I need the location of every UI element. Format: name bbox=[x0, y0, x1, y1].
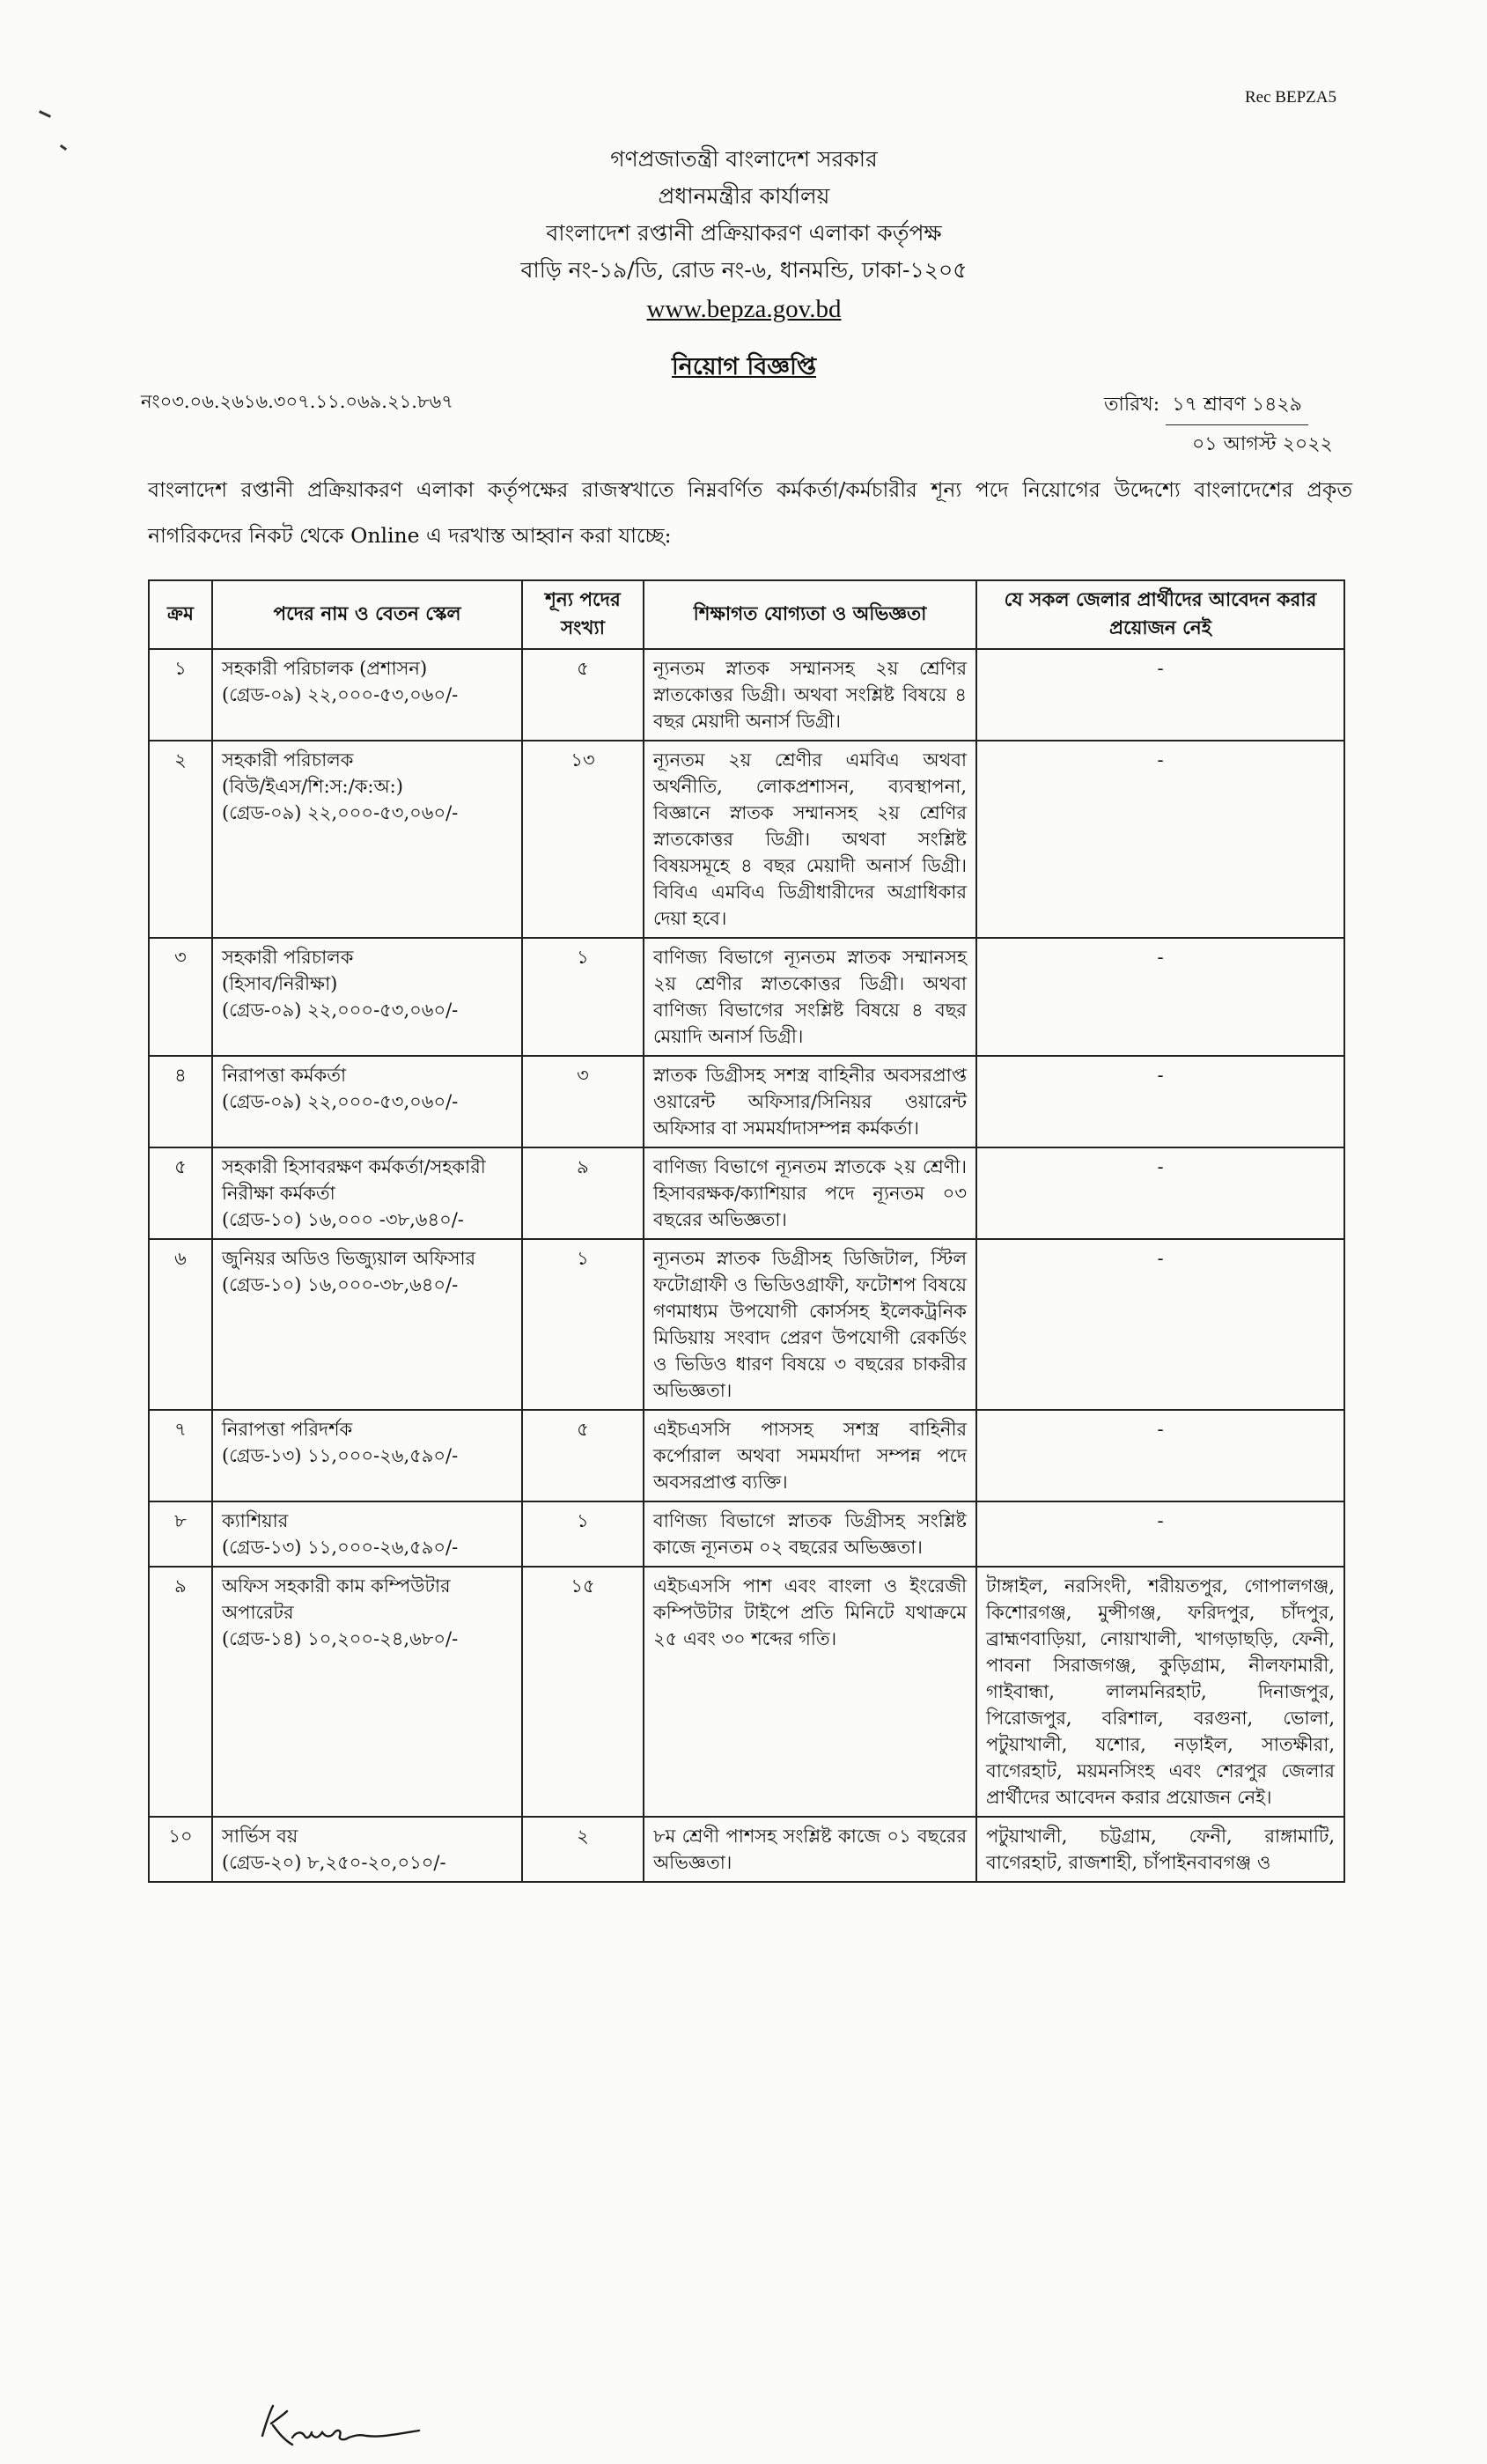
row-vacancy: ১৩ bbox=[522, 741, 644, 938]
date-label: তারিখ: bbox=[1104, 394, 1160, 416]
table-body bbox=[149, 649, 1344, 1882]
row-post bbox=[212, 649, 522, 741]
post-name: (হিসাব/নিরীক্ষা) bbox=[222, 973, 338, 994]
table-row bbox=[149, 1239, 1344, 1410]
row-vacancy: ৫ bbox=[522, 1410, 644, 1501]
row-post bbox=[212, 1817, 522, 1882]
row-districts: - bbox=[976, 1410, 1344, 1501]
post-grade-scale: (গ্রেড-০৯) ২২,০০০-৫৩,০৬০/- bbox=[222, 1091, 459, 1112]
government-name: গণপ্রজাতন্ত্রী বাংলাদেশ সরকার bbox=[610, 146, 878, 172]
row-qualification: ন্যূনতম ২য় শ্রেণীর এমবিএ অথবা অর্থনীতি, লোকপ্রশাসন, ব্যবস্থাপনা, বিজ্ঞানে স্নাতক সম্মানসহ ২য় শ্রেণির স্নাতকোত্তর ডিগ্রী। অথবা সংশ্লিষ্ট বিষয়সমূহে ৪ বছর মেয়াদী অনার্স ডিগ্রী। বিবিএ এমবিএ ডিগ্রীধারীদের অগ্রাধিকার দেয়া হবে। bbox=[644, 741, 976, 938]
notice-title: নিয়োগ বিজ্ঞপ্তি bbox=[671, 353, 817, 380]
row-post bbox=[212, 741, 522, 938]
reference-code: Rec BEPZA5 bbox=[1245, 88, 1336, 107]
row-post bbox=[212, 1410, 522, 1501]
row-qualification: বাণিজ্য বিভাগে স্নাতক ডিগ্রীসহ সংশ্লিষ্ট কাজে ন্যূনতম ০২ বছরের অভিজ্ঞতা। bbox=[644, 1501, 976, 1567]
row-vacancy: ২ bbox=[522, 1817, 644, 1882]
post-grade-scale: (গ্রেড-১৩) ১১,০০০-২৬,৫৯০/- bbox=[222, 1445, 459, 1466]
row-districts: - bbox=[976, 741, 1344, 938]
office-name: প্রধানমন্ত্রীর কার্যালয় bbox=[658, 183, 830, 209]
row-post bbox=[212, 938, 522, 1056]
address: বাড়ি নং-১৯/ডি, রোড নং-৬, ধানমন্ডি, ঢাকা-১২০৫ bbox=[520, 257, 968, 283]
scan-mark bbox=[60, 144, 67, 151]
table-row bbox=[149, 1056, 1344, 1147]
date-bangla: ১৭ শ্রাবণ ১৪২৯ bbox=[1166, 386, 1308, 425]
post-name: সহকারী পরিচালক (প্রশাসন) bbox=[222, 658, 428, 679]
row-post bbox=[212, 1567, 522, 1817]
intro-paragraph: বাংলাদেশ রপ্তানী প্রক্রিয়াকরণ এলাকা কর্তৃপক্ষের রাজস্বখাতে নিম্নবর্ণিত কর্মকর্তা/কর্মচারীর শূন্য পদে নিয়োগের উদ্দেশ্যে বাংলাদেশের প্রকৃত নাগরিকদের নিকট থেকে Online এ দরখাস্ত আহ্বান করা যাচ্ছে: bbox=[148, 477, 1352, 548]
row-districts: - bbox=[976, 1056, 1344, 1147]
row-serial: ৯ bbox=[149, 1567, 212, 1817]
row-post bbox=[212, 1147, 522, 1239]
table-row bbox=[149, 1147, 1344, 1239]
row-serial: ২ bbox=[149, 741, 212, 938]
website-link[interactable]: www.bepza.gov.bd bbox=[646, 295, 842, 323]
header-post: পদের নাম ও বেতন স্কেল bbox=[212, 580, 522, 649]
row-districts: - bbox=[976, 1501, 1344, 1567]
row-post bbox=[212, 1056, 522, 1147]
post-grade-scale: (গ্রেড-০৯) ২২,০০০-৫৩,০৬০/- bbox=[222, 1000, 459, 1021]
row-vacancy: ৫ bbox=[522, 649, 644, 741]
post-name: অফিস সহকারী কাম কম্পিউটার অপারেটর bbox=[222, 1575, 451, 1623]
row-serial: ৪ bbox=[149, 1056, 212, 1147]
row-vacancy: ১ bbox=[522, 1501, 644, 1567]
row-serial: ৬ bbox=[149, 1239, 212, 1410]
row-districts: পটুয়াখালী, চট্টগ্রাম, ফেনী, রাঙ্গামাটি, বাগেরহাট, রাজশাহী, চাঁপাইনবাবগঞ্জ ও bbox=[976, 1817, 1344, 1882]
row-vacancy: ৩ bbox=[522, 1056, 644, 1147]
post-name: সহকারী পরিচালক bbox=[222, 749, 354, 771]
row-serial: ৭ bbox=[149, 1410, 212, 1501]
table-row bbox=[149, 1567, 1344, 1817]
row-qualification: স্নাতক ডিগ্রীসহ সশস্ত্র বাহিনীর অবসরপ্রাপ্ত ওয়ারেন্ট অফিসার/সিনিয়র ওয়ারেন্ট অফিসার বা সমমর্যাদাসম্পন্ন কর্মকর্তা। bbox=[644, 1056, 976, 1147]
row-qualification: এইচএসসি পাশ এবং বাংলা ও ইংরেজী কম্পিউটার টাইপে প্রতি মিনিটে যথাক্রমে ২৫ এবং ৩০ শব্দের গতি। bbox=[644, 1567, 976, 1817]
scan-mark bbox=[39, 110, 51, 118]
post-name: নিরাপত্তা পরিদর্শক bbox=[222, 1419, 353, 1440]
table-row bbox=[149, 1410, 1344, 1501]
date-english: ০১ আগস্ট ২০২২ bbox=[1192, 433, 1333, 455]
row-vacancy: ৯ bbox=[522, 1147, 644, 1239]
row-qualification: ন্যূনতম স্নাতক ডিগ্রীসহ ডিজিটাল, স্টিল ফটোগ্রাফী ও ভিডিওগ্রাফী, ফটোশপ বিষয়ে গণমাধ্যম উপযোগী কোর্সসহ ইলেকট্রনিক মিডিয়ায় সংবাদ প্রেরণ উপযোগী রেকর্ডিং ও ভিডিও ধারণ বিষয়ে ৩ বছরের চাকরীর অভিজ্ঞতা। bbox=[644, 1239, 976, 1410]
letterhead bbox=[387, 141, 1101, 329]
header-serial: ক্রম bbox=[149, 580, 212, 649]
post-grade-scale: (গ্রেড-০৯) ২২,০০০-৫৩,০৬০/- bbox=[222, 684, 459, 705]
signature bbox=[257, 2397, 424, 2453]
row-serial: ১ bbox=[149, 649, 212, 741]
row-qualification: ন্যূনতম স্নাতক সম্মানসহ ২য় শ্রেণির স্নাতকোত্তর ডিগ্রী। অথবা সংশ্লিষ্ট বিষয়ে ৪ বছর মেয়াদী অনার্স ডিগ্রী। bbox=[644, 649, 976, 741]
post-name: ক্যাশিয়ার bbox=[222, 1510, 289, 1531]
post-grade-scale: (গ্রেড-১৪) ১০,২০০-২৪,৬৮০/- bbox=[222, 1628, 459, 1649]
table-row bbox=[149, 1817, 1344, 1882]
table-row bbox=[149, 741, 1344, 938]
row-qualification: এইচএসসি পাসসহ সশস্ত্র বাহিনীর কর্পোরাল অথবা সমমর্যাদা সম্পন্ন পদে অবসরপ্রাপ্ত ব্যক্তি। bbox=[644, 1410, 976, 1501]
post-grade-scale: (গ্রেড-২০) ৮,২৫০-২০,০১০/- bbox=[222, 1852, 446, 1873]
post-grade-scale: (গ্রেড-১০) ১৬,০০০ -৩৮,৬৪০/- bbox=[222, 1209, 464, 1230]
row-post bbox=[212, 1239, 522, 1410]
post-grade-scale: (গ্রেড-০৯) ২২,০০০-৫৩,০৬০/- bbox=[222, 802, 459, 823]
row-serial: ৮ bbox=[149, 1501, 212, 1567]
header-qualification: শিক্ষাগত যোগ্যতা ও অভিজ্ঞতা bbox=[644, 580, 976, 649]
table-row bbox=[149, 1501, 1344, 1567]
post-name: নিরাপত্তা কর্মকর্তা bbox=[222, 1065, 347, 1086]
row-vacancy: ১ bbox=[522, 938, 644, 1056]
row-serial: ৫ bbox=[149, 1147, 212, 1239]
row-districts: টাঙ্গাইল, নরসিংদী, শরীয়তপুর, গোপালগঞ্জ, কিশোরগঞ্জ, মুন্সীগঞ্জ, ফরিদপুর, চাঁদপুর, ব্রাহ্মণবাড়িয়া, নোয়াখালী, খাগড়াছড়ি, ফেনী, পাবনা সিরাজগঞ্জ, কুড়িগ্রাম, নীলফামারী, গাইবান্ধা, লালমনিরহাট, দিনাজপুর, পিরোজপুর, বরিশাল, বরগুনা, ভোলা, পটুয়াখালী, যশোর, নড়াইল, সাতক্ষীরা, বাগেরহাট, ময়মনসিংহ এবং শেরপুর জেলার প্রার্থীদের আবেদন করার প্রয়োজন নেই। bbox=[976, 1567, 1344, 1817]
row-districts: - bbox=[976, 1147, 1344, 1239]
header-vacancy: শূন্য পদের সংখ্যা bbox=[522, 580, 644, 649]
row-qualification: বাণিজ্য বিভাগে ন্যূনতম স্নাতক সম্মানসহ ২য় শ্রেণীর স্নাতকোত্তর ডিগ্রী। অথবা বাণিজ্য বিভাগের সংশ্লিষ্ট বিষয়ে ৪ বছর মেয়াদি অনার্স ডিগ্রী। bbox=[644, 938, 976, 1056]
row-vacancy: ১৫ bbox=[522, 1567, 644, 1817]
vacancy-table bbox=[148, 579, 1345, 1883]
table-header-row bbox=[149, 580, 1344, 649]
row-serial: ১০ bbox=[149, 1817, 212, 1882]
date-block bbox=[1104, 386, 1333, 464]
post-name: (বিউ/ইএস/শি:স:/ক:অ:) bbox=[222, 776, 403, 797]
post-grade-scale: (গ্রেড-১০) ১৬,০০০-৩৮,৬৪০/- bbox=[222, 1274, 459, 1295]
row-qualification: ৮ম শ্রেণী পাশসহ সংশ্লিষ্ট কাজে ০১ বছরের অভিজ্ঞতা। bbox=[644, 1817, 976, 1882]
post-name: সহকারী হিসাবরক্ষণ কর্মকর্তা/সহকারী নিরীক্ষা কর্মকর্তা bbox=[222, 1156, 486, 1204]
row-districts: - bbox=[976, 649, 1344, 741]
post-name: সহকারী পরিচালক bbox=[222, 947, 354, 968]
row-post bbox=[212, 1501, 522, 1567]
row-qualification: বাণিজ্য বিভাগে ন্যূনতম স্নাতকে ২য় শ্রেণী। হিসাবরক্ষক/ক্যাশিয়ার পদে ন্যূনতম ০৩ বছরের অভিজ্ঞতা। bbox=[644, 1147, 976, 1239]
post-name: সার্ভিস বয় bbox=[222, 1826, 298, 1847]
row-districts: - bbox=[976, 938, 1344, 1056]
table-row bbox=[149, 938, 1344, 1056]
row-serial: ৩ bbox=[149, 938, 212, 1056]
memo-number: নং০৩.০৬.২৬১৬.৩০৭.১১.০৬৯.২১.৮৬৭ bbox=[141, 391, 453, 412]
row-vacancy: ১ bbox=[522, 1239, 644, 1410]
authority-name: বাংলাদেশ রপ্তানী প্রক্রিয়াকরণ এলাকা কর্তৃপক্ষ bbox=[546, 220, 942, 246]
header-districts: যে সকল জেলার প্রার্থীদের আবেদন করার প্রয়োজন নেই bbox=[976, 580, 1344, 649]
row-districts: - bbox=[976, 1239, 1344, 1410]
table-row bbox=[149, 649, 1344, 741]
post-name: জুনিয়র অডিও ভিজ্যুয়াল অফিসার bbox=[222, 1248, 476, 1269]
post-grade-scale: (গ্রেড-১৩) ১১,০০০-২৬,৫৯০/- bbox=[222, 1537, 459, 1558]
